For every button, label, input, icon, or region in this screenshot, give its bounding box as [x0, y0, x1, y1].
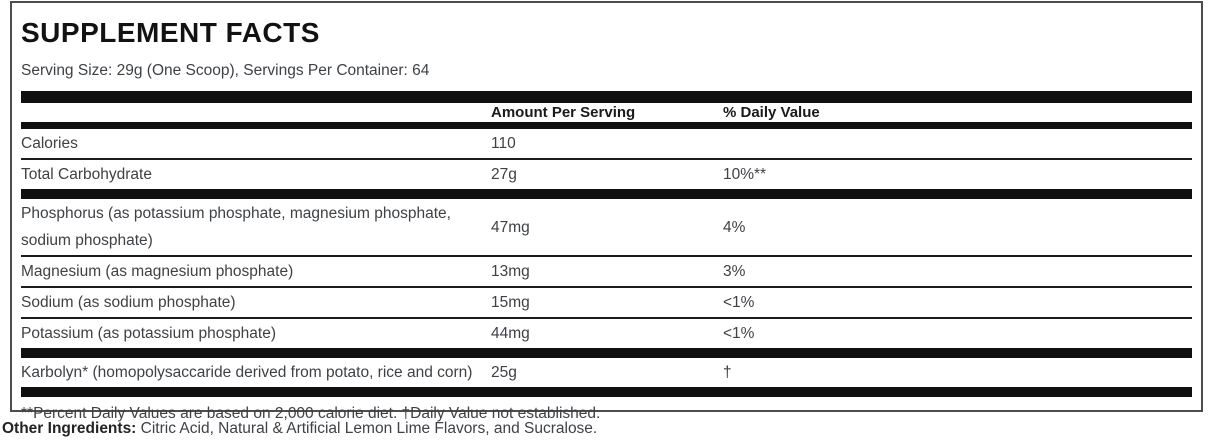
nutrient-daily-value: 4% [723, 218, 746, 236]
divider-thick [21, 348, 1192, 358]
nutrient-amount: 15mg [491, 294, 530, 312]
nutrient-amount: 25g [491, 364, 517, 382]
nutrient-amount: 13mg [491, 263, 530, 281]
divider-thick [21, 91, 1192, 103]
table-header-row [21, 103, 1192, 122]
table-row [21, 358, 1192, 387]
table-row [21, 288, 1192, 317]
divider-medium [21, 122, 1192, 129]
nutrient-name: Potassium (as potassium phosphate) [21, 325, 277, 343]
nutrient-amount: 110 [491, 135, 516, 153]
nutrient-name: Phosphorus (as potassium phosphate, magnesium phosphate, sodium phosphate) [21, 205, 451, 250]
nutrient-daily-value: <1% [723, 325, 755, 343]
table-row [21, 257, 1192, 286]
table-row [21, 199, 1192, 255]
nutrient-daily-value: † [723, 364, 732, 382]
divider-thick [21, 387, 1192, 397]
header-percent-daily-value: % Daily Value [723, 104, 820, 122]
panel-title: SUPPLEMENT FACTS [21, 17, 320, 48]
nutrient-daily-value: 3% [723, 263, 746, 281]
nutrient-daily-value: <1% [723, 294, 755, 312]
table-row [21, 319, 1192, 348]
serving-size-line: Serving Size: 29g (One Scoop), Servings Per Container: 64 [21, 61, 430, 79]
divider-thick [21, 189, 1192, 199]
footnote: **Percent Daily Values are based on 2,000 calorie diet. †Daily Value not established. [21, 405, 601, 423]
header-amount-per-serving: Amount Per Serving [491, 104, 636, 122]
supplement-facts-panel [10, 1, 1203, 423]
nutrient-name: Calories [21, 135, 78, 153]
nutrient-rows [21, 129, 1192, 397]
other-ingredients-label: Other Ingredients: [2, 420, 137, 437]
other-ingredients-text: Citric Acid, Natural & Artificial Lemon Lime Flavors, and Sucralose. [136, 420, 598, 437]
table-row [21, 160, 1192, 189]
nutrient-name: Total Carbohydrate [21, 166, 152, 184]
nutrient-daily-value: 10%** [723, 166, 767, 184]
other-ingredients-line [2, 420, 597, 439]
nutrient-amount: 47mg [491, 218, 530, 236]
nutrient-name: Magnesium (as magnesium phosphate) [21, 263, 294, 281]
nutrient-amount: 44mg [491, 325, 530, 343]
nutrient-name: Karbolyn* (homopolysaccaride derived from potato, rice and corn) [21, 364, 473, 382]
nutrient-amount: 27g [491, 166, 517, 184]
table-row [21, 129, 1192, 158]
nutrient-name: Sodium (as sodium phosphate) [21, 294, 236, 312]
